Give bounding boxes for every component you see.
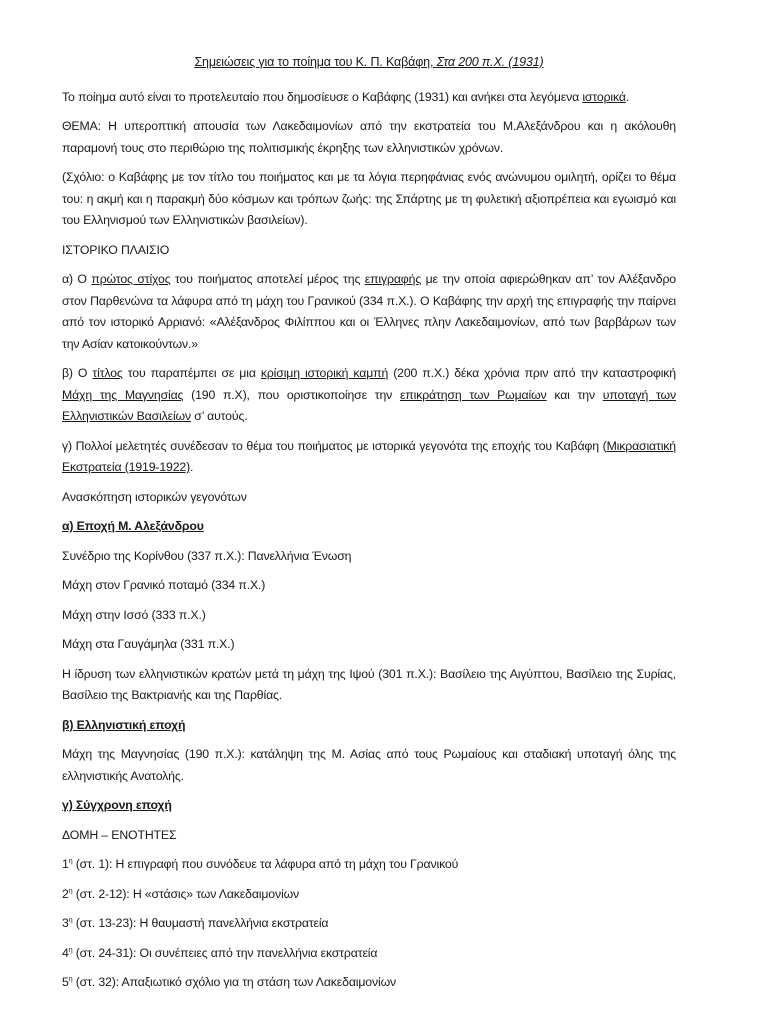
unit-item [62, 943, 676, 965]
para-b-text: β) Ο [62, 366, 93, 380]
unit-item [62, 854, 676, 876]
unit-item [62, 972, 676, 994]
unit-text: (στ. 1): Η επιγραφή που συνόδευε τα λάφυρα από τη μάχη του Γρανικού [72, 857, 459, 871]
para-a-text: με την οποία αφιερώθηκαν απ’ τον Αλέξανδρο στον Παρθενώνα τα λάφυρα από τη μάχη του Γρανικού (334 π.Χ.). Ο Καβάφης την αρχή της επιγραφής την παίρνει από τον ιστορικό Αρριανό: «Αλέξανδρος Φιλίππου και οι Έλληνες πλην Λακεδαιμονίων, από των βαρβάρων των την Ασίαν κατοικούντων.» [62, 272, 677, 351]
para-b-text: (200 π.Χ.) δέκα χρόνια πριν από την καταστροφική [388, 366, 676, 380]
unit-suffix: η [68, 975, 73, 983]
review-heading: Ανασκόπηση ιστορικών γεγονότων [62, 489, 247, 504]
section-a-heading: α) Εποχή Μ. Αλεξάνδρου [62, 519, 204, 533]
para-c-text: . [190, 460, 194, 474]
paragraph-a [62, 269, 676, 355]
historical-context-heading: ΙΣΤΟΡΙΚΟ ΠΛΑΙΣΙΟ [62, 242, 170, 257]
list-item: Μάχη στον Γρανικό ποταμό (334 π.Χ.) [62, 578, 266, 592]
unit-item [62, 913, 676, 935]
para-b-text: (190 π.Χ), που οριστικοποίησε την [183, 387, 400, 402]
comment-paragraph: (Σχόλιο: ο Καβάφης με τον τίτλο του ποιήματος και με τα λόγια περηφάνιας ενός ανώνυμου ομιλητή, ορίζει το θέμα του: η ακμή και η παρακμή δύο κόσμων και τρόπων ζωής: της Σπάρτης με τη φυλετική αξιοπρέπεια και εγωισμό και του Ελληνισμού των Ελληνιστικών βασιλείων). [62, 170, 676, 227]
unit-item [62, 884, 676, 906]
paragraph-b [62, 363, 676, 428]
para-c-text: γ) Πολλοί μελετητές συνέδεσαν το θέμα του ποιήματος με ιστορικά γεγονότα της εποχής του Καβάφη ( [62, 438, 607, 453]
para-a-text: του ποιήματος αποτελεί μέρος της [170, 272, 365, 286]
intro-historical-link: ιστορικά [582, 89, 626, 104]
para-c-campaign: Μικρασιατική Εκστρατεία (1919-1922) [62, 438, 676, 474]
title-prefix: Σημειώσεις για το ποίημα του Κ. Π. Καβάφη, [194, 55, 437, 69]
para-b-text: του παραπέμπει σε μια [122, 366, 261, 380]
para-b-romans: επικράτηση των Ρωμαίων [399, 387, 547, 402]
section-c-heading: γ) Σύγχρονη εποχή [62, 798, 172, 812]
para-b-magnesia: Μάχη της Μαγνησίας [62, 387, 184, 402]
document-title [62, 52, 676, 74]
unit-text: (στ. 32): Απαξιωτικό σχόλιο για τη στάση των Λακεδαιμονίων [72, 975, 397, 989]
intro-end: . [625, 89, 630, 104]
para-b-kingdoms: υποταγή των Ελληνιστικών Βασιλείων [62, 387, 676, 423]
para-b-turning-point: κρίσιμη ιστορική καμπή [260, 366, 389, 380]
unit-suffix: η [68, 857, 73, 865]
unit-number: 1 [62, 857, 69, 871]
para-b-title: τίτλος [92, 366, 123, 380]
unit-suffix: η [68, 887, 73, 895]
unit-suffix: η [68, 946, 73, 954]
unit-number: 3 [62, 916, 69, 930]
unit-suffix: η [68, 916, 73, 924]
para-b-text: σ’ αυτούς. [191, 409, 248, 423]
para-a-text: α) Ο [62, 272, 92, 286]
para-a-inscription: επιγραφής [364, 272, 422, 286]
paragraph-c [62, 436, 676, 479]
section-b-heading: β) Ελληνιστική εποχή [62, 717, 186, 732]
para-b-text: και την [546, 387, 603, 402]
list-item: Μάχη στα Γαυγάμηλα (331 π.Χ.) [62, 637, 235, 651]
list-item: Συνέδριο της Κορίνθου (337 π.Χ.): Πανελλήνια Ένωση [62, 548, 352, 563]
unit-text: (στ. 13-23): Η θαυμαστή πανελλήνια εκστρατεία [72, 916, 329, 930]
intro-text: Το ποίημα αυτό είναι το προτελευταίο που δημοσίευσε ο Καβάφης (1931) και ανήκει στα λεγόμενα [62, 89, 583, 104]
list-item: Μάχη της Μαγνησίας (190 π.Χ.): κατάληψη της Μ. Ασίας από τους Ρωμαίους και σταδιακή υποταγή όλης της ελληνιστικής Ανατολής. [62, 747, 676, 783]
unit-text: (στ. 24-31): Οι συνέπειες από την πανελλήνια εκστρατεία [72, 945, 378, 960]
title-work: Στα 200 π.Χ. (1931) [436, 55, 544, 69]
para-a-first-verse: πρώτος στίχος [91, 272, 171, 286]
list-item: Η ίδρυση των ελληνιστικών κρατών μετά τη μάχη της Ιψού (301 π.Χ.): Βασίλειο της Αιγύπτου, Βασίλειο της Συρίας, Βασίλειο της Βακτριανής και της Παρθίας. [62, 666, 676, 702]
unit-number: 2 [62, 886, 69, 901]
unit-text: (στ. 2-12): Η «στάσις» των Λακεδαιμονίων [72, 886, 300, 901]
structure-heading: ΔΟΜΗ – ΕΝΟΤΗΤΕΣ [62, 827, 177, 842]
intro-paragraph [62, 87, 676, 109]
list-item: Μάχη στην Ισσό (333 π.Χ.) [62, 607, 206, 622]
theme-paragraph: ΘΕΜΑ: Η υπεροπτική απουσία των Λακεδαιμονίων από την εκστρατεία του Μ.Αλεξάνδρου και η ακόλουθη παραμονή τους στο περιθώριο της πολιτισμικής έκρηξης των ελληνιστικών χρόνων. [62, 119, 676, 155]
unit-number: 5 [62, 975, 69, 989]
unit-number: 4 [62, 945, 69, 960]
